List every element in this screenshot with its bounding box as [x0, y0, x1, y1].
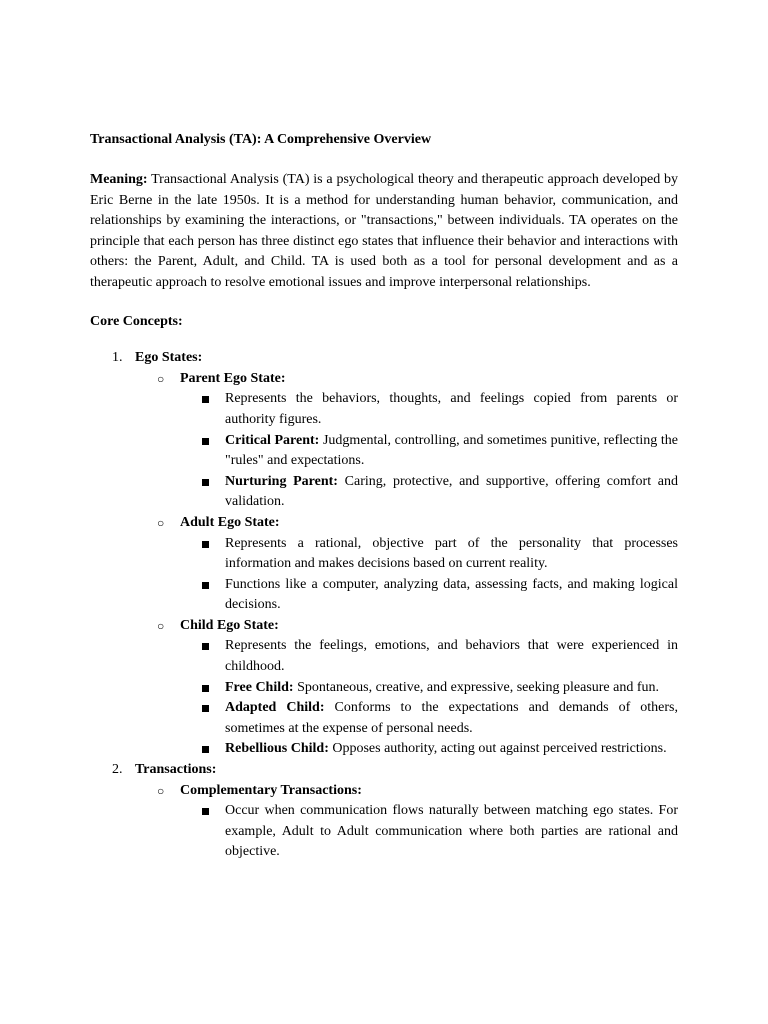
detail-item [180, 472, 678, 513]
square-bullet-icon [202, 746, 209, 753]
hollow-circle-bullet-icon: ○ [157, 371, 165, 386]
subsection-item [135, 616, 678, 760]
detail-text: Conforms to the expectations and demands of others, sometimes at the expense of personal needs. [225, 700, 679, 736]
subsection-item [135, 513, 678, 616]
square-bullet-icon [202, 808, 209, 815]
detail-text: Judgmental, controlling, and sometimes punitive, reflecting the "rules" and expectations. [225, 432, 678, 469]
subsection-item [135, 781, 678, 863]
detail-item [180, 678, 678, 699]
subsection-item [135, 369, 678, 513]
section-title: Transactions: [135, 762, 217, 778]
detail-label: Critical Parent: [225, 432, 320, 448]
meaning-label: Meaning: [90, 172, 148, 187]
square-bullet-icon [202, 685, 209, 692]
subsection-title: Complementary Transactions: [180, 782, 362, 798]
detail-list [180, 801, 678, 863]
detail-text: Caring, protective, and supportive, offering comfort and validation. [225, 473, 678, 510]
section-item [90, 760, 678, 863]
detail-label: Nurturing Parent: [225, 473, 338, 489]
hollow-circle-bullet-icon: ○ [157, 618, 165, 633]
square-bullet-icon [202, 541, 209, 548]
section-number: 2. [112, 762, 123, 778]
square-bullet-icon [202, 705, 209, 712]
detail-text: Spontaneous, creative, and expressive, seeking pleasure and fun. [297, 679, 660, 695]
detail-label: Rebellious Child: [225, 741, 329, 757]
detail-label: Free Child: [225, 679, 294, 695]
detail-item [180, 698, 678, 739]
core-concepts-list [90, 348, 678, 863]
subsection-title: Child Ego State: [180, 617, 279, 633]
square-bullet-icon [202, 643, 209, 650]
section-number: 1. [112, 350, 123, 366]
square-bullet-icon [202, 582, 209, 589]
square-bullet-icon [202, 479, 209, 486]
hollow-circle-bullet-icon: ○ [157, 783, 165, 798]
detail-item [180, 534, 678, 575]
section-item [90, 348, 678, 760]
meaning-text: Transactional Analysis (TA) is a psychological theory and therapeutic approach developed by Eric Berne in the late 1950s. It is a method for understanding human behavior, communication, and relationships by examining the interactions, or "transactions," between individuals. TA operates on the principle that each person has three distinct ego states that influence their behavior and interactions with others: the Parent, Adult, and Child. TA is used both as a tool for personal development and as a therapeutic approach to resolve emotional issues and improve interpersonal relationships. [90, 172, 678, 290]
detail-text: Occur when communication flows naturally between matching ego states. For example, Adult to Adult communication where both parties are rational and objective. [225, 803, 678, 860]
section-title: Ego States: [135, 350, 203, 366]
detail-text: Represents the behaviors, thoughts, and feelings copied from parents or authority figures. [225, 391, 678, 427]
detail-text: Opposes authority, acting out against perceived restrictions. [332, 741, 667, 757]
meaning-paragraph [90, 170, 678, 294]
detail-list [180, 636, 678, 760]
document-page [90, 130, 678, 863]
detail-text: Functions like a computer, analyzing data, assessing facts, and making logical decisions. [225, 576, 678, 613]
detail-item [180, 575, 678, 616]
square-bullet-icon [202, 396, 209, 403]
core-concepts-heading: Core Concepts: [90, 313, 183, 329]
subsection-title: Parent Ego State: [180, 370, 286, 386]
detail-item [180, 801, 678, 863]
detail-item [180, 636, 678, 677]
subsection-list [135, 781, 678, 863]
detail-item [180, 389, 678, 430]
document-title: Transactional Analysis (TA): A Comprehensive Overview [90, 132, 432, 147]
detail-item [180, 431, 678, 472]
detail-text: Represents a rational, objective part of the personality that processes information and makes decisions based on current reality. [225, 535, 678, 572]
detail-list [180, 389, 678, 513]
detail-list [180, 534, 678, 616]
detail-text: Represents the feelings, emotions, and behaviors that were experienced in childhood. [225, 638, 678, 675]
subsection-list [135, 369, 678, 760]
detail-label: Adapted Child: [225, 700, 325, 716]
detail-item [180, 739, 678, 760]
hollow-circle-bullet-icon: ○ [157, 515, 165, 530]
square-bullet-icon [202, 438, 209, 445]
subsection-title: Adult Ego State: [180, 514, 280, 530]
